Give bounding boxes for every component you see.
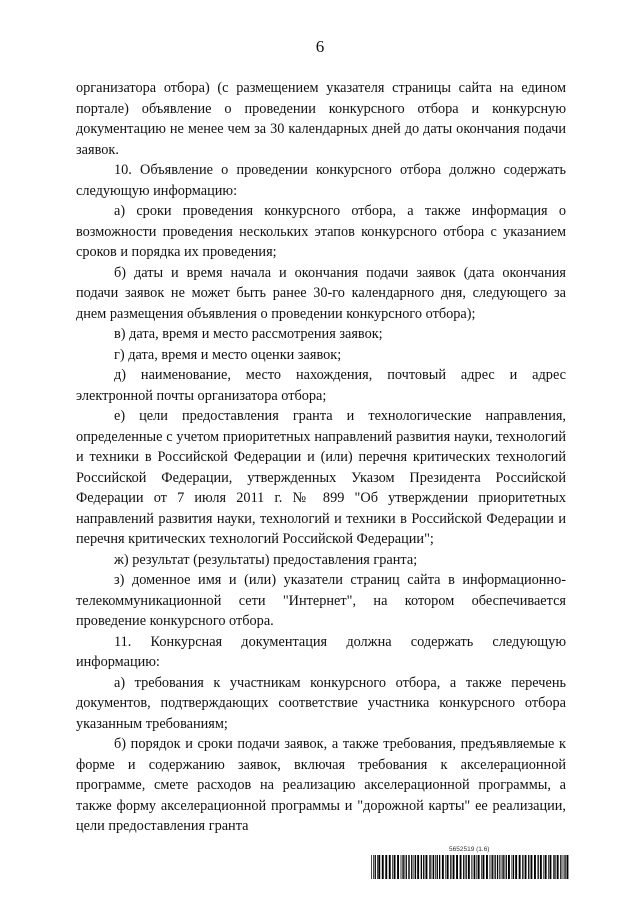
barcode-bar <box>447 855 449 879</box>
barcode-bar <box>432 855 433 879</box>
barcode-bar <box>473 855 474 879</box>
barcode-bar <box>471 855 472 879</box>
barcode-bar <box>540 855 542 879</box>
barcode-bar <box>417 855 419 879</box>
barcode-bar <box>429 855 430 879</box>
barcode-bar <box>513 855 514 879</box>
barcode-bar <box>442 855 444 879</box>
barcode-bar <box>373 855 374 879</box>
barcode-bar <box>483 855 485 879</box>
barcode-bar <box>550 855 552 879</box>
barcode-bar <box>468 855 470 879</box>
barcode-bar <box>553 855 554 879</box>
barcode-bar <box>501 855 502 879</box>
barcode-bar <box>476 855 477 879</box>
barcode-bar <box>495 855 496 879</box>
barcode-bar <box>403 855 404 879</box>
barcode-bar <box>557 855 559 879</box>
barcode-bar <box>382 855 384 879</box>
barcode-bar <box>528 855 529 879</box>
barcode-bar <box>508 855 510 879</box>
barcode-bar <box>548 855 549 879</box>
barcode-bar <box>426 855 428 879</box>
barcode-bar <box>567 855 569 879</box>
barcode-bar <box>389 855 391 879</box>
barcode-bar <box>439 855 440 879</box>
barcode-bar <box>534 855 536 879</box>
barcode-bar <box>433 855 434 879</box>
barcode-bar <box>402 855 403 879</box>
barcode-bar <box>564 855 565 879</box>
barcode-bar <box>430 855 431 879</box>
barcode-bar <box>474 855 475 879</box>
barcode-bar <box>545 855 547 879</box>
barcode-bar <box>538 855 539 879</box>
barcode-bar <box>450 855 451 879</box>
document-body <box>76 78 566 837</box>
barcode-bar <box>453 855 455 879</box>
barcode-bar <box>466 855 467 879</box>
barcode-bar <box>565 855 566 879</box>
barcode-bar <box>409 855 410 879</box>
barcode-bar <box>437 855 438 879</box>
barcode-bar <box>522 855 523 879</box>
barcode-bar <box>486 855 488 879</box>
barcode-bar <box>503 855 504 879</box>
barcode-bar <box>406 855 407 879</box>
barcode-bar <box>411 855 412 879</box>
barcode-bar <box>394 855 396 879</box>
barcode-bar <box>371 855 372 879</box>
barcode-bar <box>401 855 402 879</box>
barcode-bar <box>415 855 416 879</box>
barcode-bar <box>525 855 527 879</box>
barcode-bar <box>385 855 387 879</box>
barcode-bar <box>497 855 498 879</box>
paragraph: б) даты и время начала и окончания подачи заявок (дата окончания подачи заявок не может быть ранее 30-го календарного дня, следующего за днем размещения объявления о проведении конкурсного отбора); <box>76 264 566 322</box>
barcode-bar <box>378 855 380 879</box>
barcode-bar <box>435 855 436 879</box>
paragraph: в) дата, время и место рассмотрения заявок; <box>114 326 383 342</box>
barcode-bar <box>543 855 544 879</box>
barcode-bar <box>445 855 446 879</box>
barcode-bar <box>392 855 393 879</box>
barcode-bar <box>421 855 422 879</box>
barcode-bar <box>408 855 409 879</box>
paragraph: б) порядок и сроки подачи заявок, а также требования, предъявляемые к форме и содержанию заявок, включая требования к акселерационной программе, смете расходов на реализацию акселерационной программы, а также форму акселерационной программы и "дорожной карты" ее реализации, цели предоставления гранта <box>76 736 566 834</box>
barcode-bar <box>456 855 458 879</box>
barcode-bar <box>423 855 424 879</box>
paragraph: д) наименование, место нахождения, почтовый адрес и адрес электронной почты организатора отбора; <box>76 367 566 404</box>
barcode-bar <box>502 855 503 879</box>
paragraph: е) цели предоставления гранта и технологические направления, определенные с учетом приоритетных направлений развития науки, технологий и техники в Российской Федерации и (или) перечня критических технологий Российской Федерации, утвержденных Указом Президента Российской Федерации от 7 июля 2011 г. № 899 "Об утверждении приоритетных направлений развития науки, технологий и техники в Российской Федерации и перечня критических технологий Российской Федерации"; <box>76 408 566 547</box>
barcode-bar <box>490 855 491 879</box>
barcode-bar <box>499 855 500 879</box>
paragraph: з) доменное имя и (или) указатели страниц сайта в информационно-телекоммуникационной сети "Интернет", на котором обеспечивается проведение конкурсного отбора. <box>76 572 566 629</box>
barcode-bar <box>491 855 492 879</box>
barcode-bar <box>563 855 564 879</box>
paragraph: организатора отбора) (с размещением указателя страницы сайта на едином портале) объявление о проведении конкурсного отбора и конкурсную документацию не менее чем за 30 календарных дней до даты окончания подачи заявок. <box>76 80 566 158</box>
barcode-bar <box>506 855 507 879</box>
barcode-bar <box>460 855 462 879</box>
barcode-bar <box>492 855 493 879</box>
document-code: 5652519 (1.6) <box>449 846 490 853</box>
paragraph: а) сроки проведения конкурсного отбора, а также информация о возможности проведения нескольких этапов конкурсного отбора с указанием сроков и порядка их проведения; <box>76 203 566 260</box>
paragraph: 11. Конкурсная документация должна содержать следующую информацию: <box>76 633 566 670</box>
barcode-bar <box>478 855 480 879</box>
barcode-bar <box>375 855 376 879</box>
paragraph: г) дата, время и место оценки заявок; <box>114 346 342 363</box>
page-number: 6 <box>315 37 325 56</box>
barcode-bar <box>414 855 415 879</box>
barcode-bar <box>481 855 482 879</box>
paragraph: 10. Объявление о проведении конкурсного отбора должно содержать следующую информацию: <box>76 162 566 199</box>
barcode-bar <box>554 855 555 879</box>
paragraph: а) требования к участникам конкурсного отбора, а также перечень документов, подтверждающих соответствие участника конкурсного отбора указанным требованиям; <box>76 674 566 732</box>
barcode-bar <box>463 855 464 879</box>
paragraph: ж) результат (результаты) предоставления гранта; <box>114 551 418 568</box>
barcode-bar <box>512 855 513 879</box>
barcode-bar <box>519 855 521 879</box>
barcode-bar <box>515 855 517 879</box>
barcode-bar <box>397 855 399 879</box>
barcode-bar <box>560 855 561 879</box>
barcode <box>371 855 569 879</box>
barcode-bar <box>531 855 533 879</box>
barcode-bar <box>377 855 378 879</box>
